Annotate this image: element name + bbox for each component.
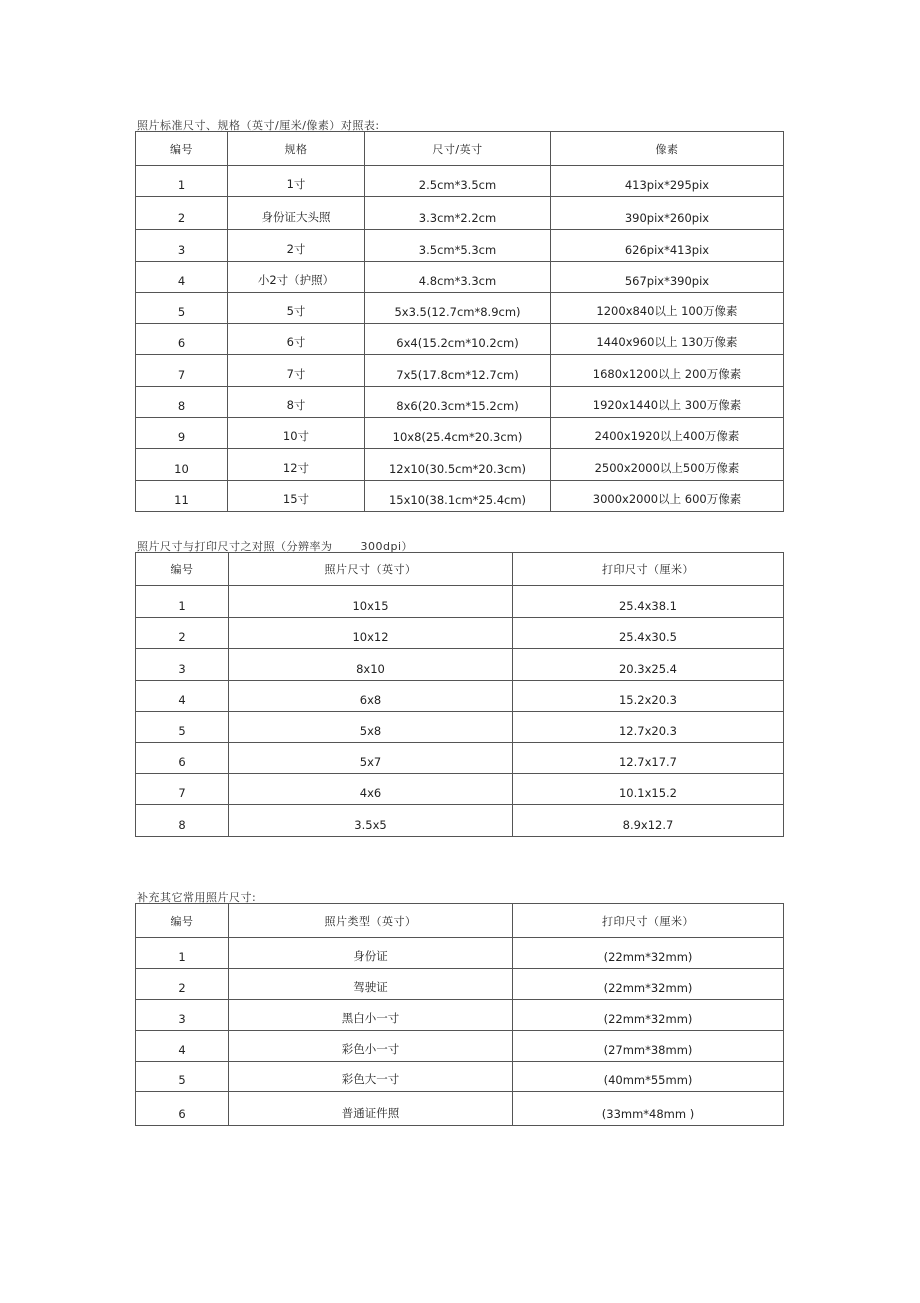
table-row [136,262,784,293]
table-cell: 4.8cm*3.3cm [365,262,551,293]
table-header-row [136,904,784,938]
table-cell: 626pix*413pix [551,230,784,262]
table-row [136,1062,784,1092]
table-cell: 3000x2000以上 600万像素 [551,481,784,512]
table-cell: 10x8(25.4cm*20.3cm) [365,418,551,449]
table-row [136,969,784,1000]
table-cell: 3 [136,649,229,681]
header-print-size: 打印尺寸（厘米） [513,553,784,586]
table-cell: 25.4x30.5 [513,618,784,649]
table-cell: 3.5cm*5.3cm [365,230,551,262]
table-cell: 8.9x12.7 [513,805,784,837]
table-cell: (33mm*48mm ) [513,1092,784,1126]
table-cell: (40mm*55mm) [513,1062,784,1092]
table-row [136,1031,784,1062]
table-row [136,1092,784,1126]
table-cell: 身份证 [229,938,513,969]
table-cell: (22mm*32mm) [513,1000,784,1031]
table-row [136,355,784,387]
table-cell: (22mm*32mm) [513,969,784,1000]
table-cell: 6 [136,324,228,355]
table-cell: 1920x1440以上 300万像素 [551,387,784,418]
table-cell: 4x6 [229,774,513,805]
table-cell: 5寸 [228,293,365,324]
table1-caption: 照片标准尺寸、规格（英寸/厘米/像素）对照表: [137,119,380,132]
table-cell: 6 [136,743,229,774]
table-cell: 4 [136,262,228,293]
header-photo-size: 照片尺寸（英寸） [229,553,513,586]
table-row [136,618,784,649]
photo-size-spec-table [135,131,784,512]
table-cell: 5 [136,1062,229,1092]
table-header-row [136,132,784,166]
table-cell: 4 [136,681,229,712]
table-cell: 3.3cm*2.2cm [365,197,551,230]
table-cell: 5x7 [229,743,513,774]
table-cell: 10寸 [228,418,365,449]
table-cell: 5x8 [229,712,513,743]
table-cell: 8x6(20.3cm*15.2cm) [365,387,551,418]
header-print-size: 打印尺寸（厘米） [513,904,784,938]
table-cell: 2400x1920以上400万像素 [551,418,784,449]
table-cell: 6x8 [229,681,513,712]
table-cell: 4 [136,1031,229,1062]
table-cell: 15.2x20.3 [513,681,784,712]
table-cell: 390pix*260pix [551,197,784,230]
table-cell: 身份证大头照 [228,197,365,230]
table1-body [136,166,784,512]
table-cell: 8寸 [228,387,365,418]
table-cell: 413pix*295pix [551,166,784,197]
table-cell: 5 [136,712,229,743]
table-row [136,418,784,449]
table-cell: 3 [136,1000,229,1031]
table-cell: 6x4(15.2cm*10.2cm) [365,324,551,355]
table-cell: 普通证件照 [229,1092,513,1126]
header-number: 编号 [136,904,229,938]
table-row [136,197,784,230]
table-cell: 5 [136,293,228,324]
table-cell: 8 [136,387,228,418]
table-cell: 15寸 [228,481,365,512]
table-cell: 驾驶证 [229,969,513,1000]
table-row [136,743,784,774]
table-cell: 10x15 [229,586,513,618]
table-cell: 7 [136,355,228,387]
table-cell: 12.7x17.7 [513,743,784,774]
header-number: 编号 [136,132,228,166]
table3-caption: 补充其它常用照片尺寸: [137,891,257,904]
table-cell: 1 [136,166,228,197]
table-cell: 9 [136,418,228,449]
table-cell: 12.7x20.3 [513,712,784,743]
table-cell: 3 [136,230,228,262]
table-cell: 2 [136,969,229,1000]
table-row [136,1000,784,1031]
other-photo-sizes-table [135,903,784,1126]
table-header-row [136,553,784,586]
table-row [136,449,784,481]
table-cell: (22mm*32mm) [513,938,784,969]
table-row [136,324,784,355]
table-cell: 7寸 [228,355,365,387]
table-cell: 6 [136,1092,229,1126]
table-cell: 1680x1200以上 200万像素 [551,355,784,387]
table-cell: 20.3x25.4 [513,649,784,681]
table-cell: 567pix*390pix [551,262,784,293]
table-cell: 7 [136,774,229,805]
header-size: 尺寸/英寸 [365,132,551,166]
table-cell: 10 [136,449,228,481]
table-cell: 3.5x5 [229,805,513,837]
table-cell: 15x10(38.1cm*25.4cm) [365,481,551,512]
table-cell: 1 [136,586,229,618]
table-cell: 12x10(30.5cm*20.3cm) [365,449,551,481]
table-cell: 5x3.5(12.7cm*8.9cm) [365,293,551,324]
table-cell: 1200x840以上 100万像素 [551,293,784,324]
table-cell: 2 [136,618,229,649]
header-spec: 规格 [228,132,365,166]
table-cell: 小2寸（护照） [228,262,365,293]
table-cell: 11 [136,481,228,512]
table-row [136,293,784,324]
header-number: 编号 [136,553,229,586]
table2-caption-dpi: 300dpi） [360,540,414,553]
table-cell: 8x10 [229,649,513,681]
table3-body [136,938,784,1126]
table-cell: 10x12 [229,618,513,649]
table-row [136,586,784,618]
table-row [136,166,784,197]
table-row [136,774,784,805]
table-row [136,230,784,262]
header-photo-type: 照片类型（英寸） [229,904,513,938]
table-cell: 8 [136,805,229,837]
table-cell: 2500x2000以上500万像素 [551,449,784,481]
table-row [136,805,784,837]
table-cell: (27mm*38mm) [513,1031,784,1062]
table-cell: 2.5cm*3.5cm [365,166,551,197]
header-pixels: 像素 [551,132,784,166]
table-cell: 1 [136,938,229,969]
table-cell: 6寸 [228,324,365,355]
table-row [136,681,784,712]
table-cell: 25.4x38.1 [513,586,784,618]
table-cell: 黑白小一寸 [229,1000,513,1031]
table-cell: 10.1x15.2 [513,774,784,805]
table-cell: 彩色大一寸 [229,1062,513,1092]
table-cell: 1440x960以上 130万像素 [551,324,784,355]
photo-print-size-table [135,552,784,837]
table-cell: 2寸 [228,230,365,262]
table-cell: 1寸 [228,166,365,197]
table-cell: 2 [136,197,228,230]
table-row [136,649,784,681]
table2-caption-text: 照片尺寸与打印尺寸之对照（分辨率为 [137,540,333,553]
table2-body [136,586,784,837]
table-row [136,712,784,743]
table-row [136,938,784,969]
table-cell: 12寸 [228,449,365,481]
table-cell: 彩色小一寸 [229,1031,513,1062]
table-row [136,387,784,418]
table-row [136,481,784,512]
table-cell: 7x5(17.8cm*12.7cm) [365,355,551,387]
